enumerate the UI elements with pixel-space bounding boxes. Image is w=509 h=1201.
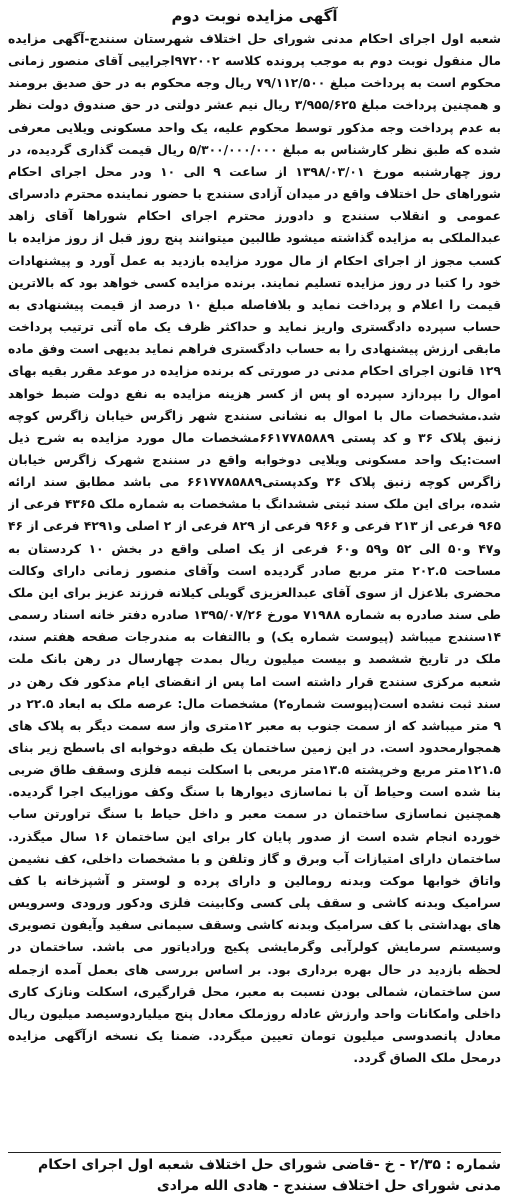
footer-reference-line: شماره : ۲/۳۵ - خ -قاضی شورای حل اختلاف شعبه اول اجرای احکام (37, 1157, 501, 1173)
notice-body: شعبه اول اجرای احکام مدنی شورای حل اختلاف شهرستان سنندج-آگهی مزایده مال منقول نوبت دوم به موجب پرونده کلاسه ۹۷۲۰۰۲اجراییی آقای منصور زمانی محکوم است به پرداخت مبلغ ۷۹/۱۱۲/۵۰۰ ریال وجه محکوم به در حق صدیق برومند و همچنین پرداخت مبلغ ۳/۹۵۵/۶۲۵ ریال نیم عشر دولتی در حق صندوق دولت نظر به عدم پرداخت وجه مذکور توسط محکوم علیه، یک واحد مسکونی ویلایی معرفی شده که طبق نظر کارشناس به مبلغ ۵/۳۰۰/۰۰۰/۰۰۰ ریال قیمت گذاری گردیده، در روز چهارشنبه مورخ ۱۳۹۸/۰۳/۰۱ از ساعت ۹ الی ۱۰ ودر محل اجرای احکام شوراهای حل اختلاف واقع در میدان آزادی سنندج با حضور نماینده محترم دادسرای عمومی و انقلاب سنندج و دادورز محترم اجرای احکام شوراها آقای زاهد عبدالملکی به مزایده گذاشته میشود طالبین میتوانند پنج روز قبل از روز مزایده با کسب مجوز از اجرای احکام از مال مورد مزایده بازدید به عمل آورد و پیشنهادات خود را کتبا در روز مزایده تسلیم نمایند. برنده مزایده کسی خواهد بود که بالاترین قیمت را اعلام و پرداخت نماید و بلافاصله مبلغ ۱۰ درصد از قیمت پیشنهادی به حساب سپرده دادگستری واریز نماید و حداکثر ظرف یک ماه آتی ترتیب پرداخت مابقی ارزش پیشنهادی را به حساب دادگستری فراهم نماید بدیهی است وفق ماده ۱۲۹ قانون اجرای احکام مدنی در صورتی که برنده مزایده در موعد مقرر بقیه بهای اموال را بپردازد سپرده او پس از کسر هزینه مزایده به نفع دولت ضبط خواهد شد.مشخصات مال با اموال به نشانی سنندج شهر زاگرس خیابان زاگرس کوچه زنبق پلاک ۳۶ و کد پستی ۶۶۱۷۷۸۵۸۸۹مشخصات مال مورد مزایده به شرح ذیل است:یک واحد مسکونی ویلایی دوخوابه واقع در سنندج شهرک زاگرس خیابان زاگرس کوچه زنبق پلاک ۳۶ وکدپستی۶۶۱۷۷۸۵۸۸۹ می باشد مطابق سند ارائه شده، برای این ملک سند ثبتی ششدانگ با مشخصات به شماره ملک ۴۳۶۵ فرعی از ۹۶۵ فرعی از ۲۱۳ فرعی و ۹۶۶ فرعی از ۸۲۹ فرعی از ۲ اصلی و۴۲۹۱ فرعی از ۴۶ و۴۷ و۵۰ الی ۵۲ و۵۹ و۶۰ فرعی از یک اصلی واقع در بخش ۱۰ کردستان به مساحت ۲۰۲.۵ متر مربع صادر گردیده است وآقای منصور زمانی دارای وکالت محضری بلاعزل از سوی آقای عبدالعزیزی گویلی کیلانه فرزند عزیز برای این ملک طی سند صادره به شماره ۷۱۹۸۸ مورخ ۱۳۹۵/۰۷/۲۶ صادره دفتر خانه اسناد رسمی ۱۴سنندج میباشد (پیوست شماره یک) و باالتفات به مندرجات صفحه هفتم سند، ملک در تاریخ ششصد و بیست میلیون ریال بمدت چهارسال در رهن بانک ملت شعبه مرکزی سنندج قرار داشته است اما پس از انقضای ایام مذکور فک رهن در سند ثبت نشده است(پیوست شماره۲) مشخصات مال: عرصه ملک به ابعاد ۲۲.۵ در ۹ متر میباشد که از سمت جنوب به معبر ۱۲متری واز سه سمت دیگر به پلاک های همجوارمحدود است. در این زمین ساختمان یک طبقه دوخوابه ای باسطح زیر بنای ۱۲۱.۵متر مربع وخرپشته ۱۳.۵متر مربعی با اسکلت نیمه فلزی وسقف طاق ضربی بنا شده است وحیاط آن با نماسازی دیوارها با سنگ وکف موزاییک اجرا گردیده. همچنین نماسازی ساختمان در سمت معبر و داخل حیاط با سنگ تراورتن ساب خورده انجام شده است از صدور پایان کار برای این ساختمان ۱۶ سال میگذرد. ساختمان دارای امتیازات آب وبرق و گاز وتلفن و با مشخصات داخلی، کف نشیمن واتاق خوابها موکت وبدنه رومالین و دارای پرده و لوستر و آشپزخانه با کف سرامیک وبدنه کاشی و سقف پلی کسی وکابینت فلزی ودکور ورودی وسرویس های بهداشتی با کف سرامیک وبدنه کاشی وسقف سیمانی سفید وآیفون تصویری وسیستم سرمایش کولرآبی وگرمایشی پکیج ورادیاتور می باشد. ساختمان در لحظه بازدید در حال بهره برداری بود. بر اساس بررسی های بعمل آمده ازجمله سن ساختمان، شمالی بودن نسبت به معبر، محل قرارگیری، اسکلت ونازک کاری داخلی وامکانات واحد وارزش عادله روزملک معادل پنج میلیاردوسیصد میلیون ریال معادل پانصدوسی میلیون تومان تعیین میگردد. ضمنا یک نسخه ازآگهی مزایده درمحل ملک الصاق گردد. (8, 32, 501, 1066)
notice-footer (8, 1152, 501, 1197)
footer-signature-line: مدنی شورای حل اختلاف سنندج - هادی الله مرادی (156, 1178, 501, 1194)
notice-title: آگهی مزایده نوبت دوم (171, 7, 338, 25)
